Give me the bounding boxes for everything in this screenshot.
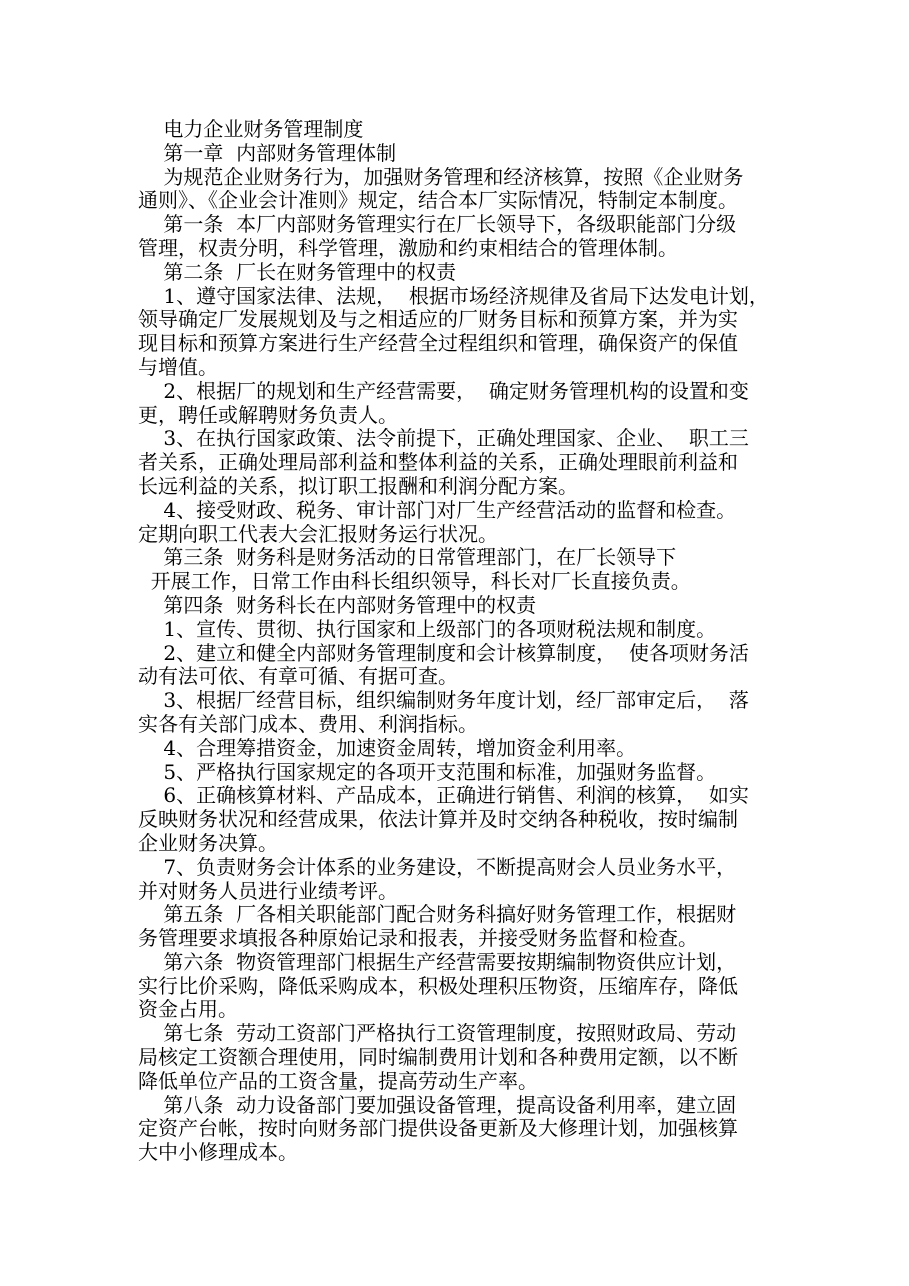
text-line: 7、负责财务会计体系的业务建设，不断提高财会人员业务水平，	[138, 854, 737, 879]
text-line: 降低单位产品的工资含量，提高劳动生产率。	[138, 1068, 538, 1093]
text-line: 开展工作，日常工作由科长组织领导，科长对厂长直接负责。	[138, 569, 691, 594]
text-line: 长远利益的关系，拟订职工报酬和利润分配方案。	[138, 473, 578, 498]
text-line: 1、宣传、贯彻、执行国家和上级部门的各项财税法规和制度。	[138, 616, 717, 641]
text-line: 4、合理筹措资金，加速资金周转，增加资金利用率。	[138, 735, 637, 760]
text-line: 第四条 财务科长在内部财务管理中的权责	[138, 592, 537, 617]
text-line: 第二条 厂长在财务管理中的权责	[138, 259, 457, 284]
text-line: 第七条 劳动工资部门严格执行工资管理制度，按照财政局、劳动	[138, 1021, 737, 1046]
text-line: 第一条 本厂内部财务管理实行在厂长领导下，各级职能部门分级	[138, 212, 737, 237]
text-line: 并对财务人员进行业绩考评。	[138, 878, 398, 903]
document-title: 电力企业财务管理制度	[138, 117, 364, 141]
text-line: 4、接受财政、税务、审计部门对厂生产经营活动的监督和检查。	[138, 497, 737, 522]
text-line: 3、根据厂经营目标，组织编制财务年度计划，经厂部审定后， 落	[138, 688, 749, 713]
text-line: 企业财务决算。	[138, 830, 278, 855]
text-line: 者关系，正确处理局部利益和整体利益的关系，正确处理眼前利益和	[138, 450, 738, 475]
document-body	[138, 118, 778, 1165]
text-line: 2、根据厂的规划和生产经营需要， 确定财务管理机构的设置和变	[138, 378, 749, 403]
text-line: 第八条 动力设备部门要加强设备管理，提高设备利用率，建立固	[138, 1092, 737, 1117]
text-line: 实行比价采购，降低采购成本，积极处理积压物资，压缩库存，降低	[138, 973, 738, 998]
text-line: 第六条 物资管理部门根据生产经营需要按期编制物资供应计划，	[138, 949, 737, 974]
text-line: 动有法可依、有章可循、有据可查。	[138, 664, 458, 689]
text-line: 第五条 厂各相关职能部门配合财务科搞好财务管理工作，根据财	[138, 902, 737, 927]
text-line: 管理，权责分明，科学管理，激励和约束相结合的管理体制。	[138, 235, 678, 260]
text-line: 为规范企业财务行为，加强财务管理和经济核算，按照《企业财务	[138, 164, 744, 189]
text-line: 定期向职工代表大会汇报财务运行状况。	[138, 521, 498, 546]
text-line: 5、严格执行国家规定的各项开支范围和标准，加强财务监督。	[138, 759, 717, 784]
text-line: 实各有关部门成本、费用、利润指标。	[138, 711, 478, 736]
text-line: 通则》、《企业会计准则》规定，结合本厂实际情况，特制定本制度。	[138, 188, 738, 213]
text-line: 现目标和预算方案进行生产经营全过程组织和管理，确保资产的保值	[138, 331, 738, 356]
text-line: 6、正确核算材料、产品成本，正确进行销售、利润的核算， 如实	[138, 783, 749, 808]
text-line: 1、遵守国家法律、法规， 根据市场经济规律及省局下达发电计划，	[138, 283, 769, 308]
text-line: 领导确定厂发展规划及与之相适应的厂财务目标和预算方案，并为实	[138, 307, 738, 332]
text-line: 第三条 财务科是财务活动的日常管理部门，在厂长领导下	[138, 545, 677, 570]
text-line: 3、在执行国家政策、法令前提下，正确处理国家、企业、 职工三	[138, 426, 749, 451]
text-line: 资金占用。	[138, 997, 238, 1022]
text-line: 局核定工资额合理使用，同时编制费用计划和各种费用定额，以不断	[138, 1045, 738, 1070]
text-line: 反映财务状况和经营成果，依法计算并及时交纳各种税收，按时编制	[138, 807, 738, 832]
text-line: 大中小修理成本。	[138, 1140, 298, 1165]
text-line: 与增值。	[138, 354, 218, 379]
text-line: 更，聘任或解聘财务负责人。	[138, 402, 398, 427]
text-line: 第一章 内部财务管理体制	[138, 140, 397, 165]
text-line: 2、建立和健全内部财务管理制度和会计核算制度， 使各项财务活	[138, 640, 749, 665]
text-line: 务管理要求填报各种原始记录和报表，并接受财务监督和检查。	[138, 926, 698, 951]
text-line: 定资产台帐，按时向财务部门提供设备更新及大修理计划，加强核算	[138, 1116, 738, 1141]
